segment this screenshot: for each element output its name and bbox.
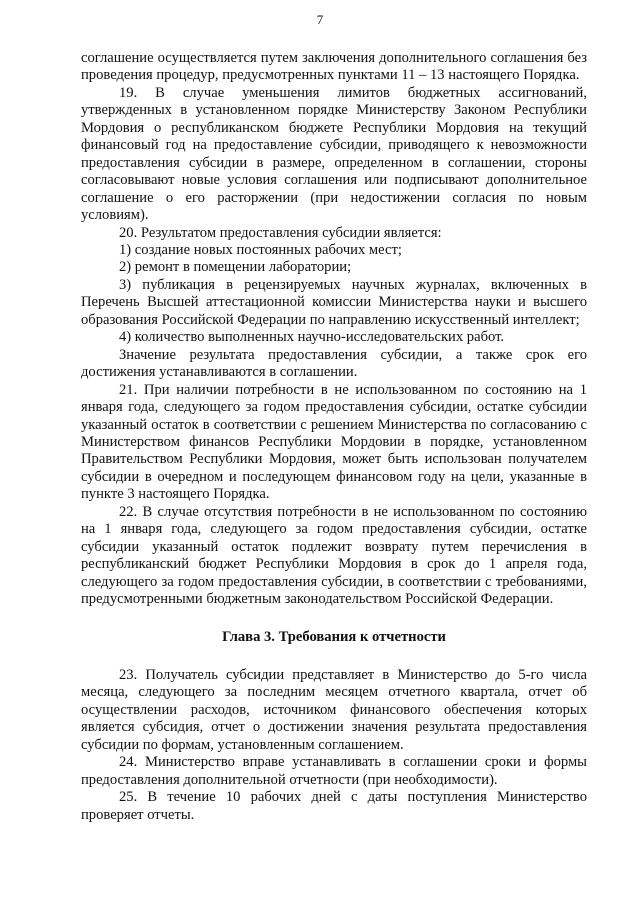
- paragraph-19: 19. В случае уменьшения лимитов бюджетных ассигнований, утвержденных в установленном порядке Министерству Законом Республики Мордовия о республиканском бюджете Республики Мордовия на текущий финансовый год на предоставление субсидии, приводящего к невозможности предоставления субсидии в размере, определенном в соглашении, стороны согласовывают новые условия соглашения или подписывают дополнительное соглашение о его расторжении (при недостижении согласия по новым условиям).: [81, 84, 587, 224]
- document-body: [81, 50, 587, 824]
- paragraph-20-item-1: 1) создание новых постоянных рабочих мест;: [119, 241, 402, 258]
- paragraph-21: 21. При наличии потребности в не использованном по состоянию на 1 января года, следующего за годом предоставления субсидии, остатке субсидии указанный остаток в соответствии с решением Министерства по согласованию с Министерством финансов Республики Мордовии в порядке, установленном Правительством Республики Мордовия, может быть использован получателем субсидии в очередном и последующем финансовом году на цели, указанные в пункте 3 настоящего Порядка.: [81, 381, 587, 503]
- paragraph-20-item-4: 4) количество выполненных научно-исследовательских работ.: [119, 329, 505, 346]
- paragraph-25: 25. В течение 10 рабочих дней с даты поступления Министерство проверяет отчеты.: [81, 789, 587, 823]
- chapter-3-title: Глава 3. Требования к отчетности: [222, 628, 446, 645]
- paragraph-24: 24. Министерство вправе устанавливать в соглашении сроки и формы предоставления дополнительной отчетности (при необходимости).: [81, 754, 587, 788]
- paragraph-22: 22. В случае отсутствия потребности в не использованном по состоянию на 1 января года, следующего за годом предоставления субсидии, остатке субсидии указанный остаток подлежит возврату путем перечисления в республиканский бюджет Республики Мордовия в срок до 1 апреля года, следующего за годом предоставления субсидии, в соответствии с требованиями, предусмотренными бюджетным законодательством Российской Федерации.: [81, 503, 587, 608]
- paragraph-20: 20. Результатом предоставления субсидии является:: [119, 224, 442, 241]
- paragraph-23: 23. Получатель субсидии представляет в Министерство до 5-го числа месяца, следующего за последним месяцем отчетного квартала, отчет об осуществлении расходов, источником финансового обеспечения которых является субсидия, отчет о достижении значения результата предоставления субсидии по формам, установленным соглашением.: [81, 666, 587, 753]
- paragraph-20-value: Значение результата предоставления субсидии, а также срок его достижения устанавливаются в соглашении.: [81, 346, 587, 381]
- paragraph-20-item-2: 2) ремонт в помещении лаборатории;: [119, 259, 352, 276]
- paragraph-20-item-3: 3) публикация в рецензируемых научных журналах, включенных в Перечень Высшей аттестационной комиссии Министерства науки и высшего образования Российской Федерации по направлению искусственный интеллект;: [81, 276, 587, 328]
- page-number: 7: [316, 12, 324, 27]
- paragraph-continuation: соглашение осуществляется путем заключения дополнительного соглашения без проведения процедур, предусмотренных пунктами 11 – 13 настоящего Порядка.: [81, 50, 587, 84]
